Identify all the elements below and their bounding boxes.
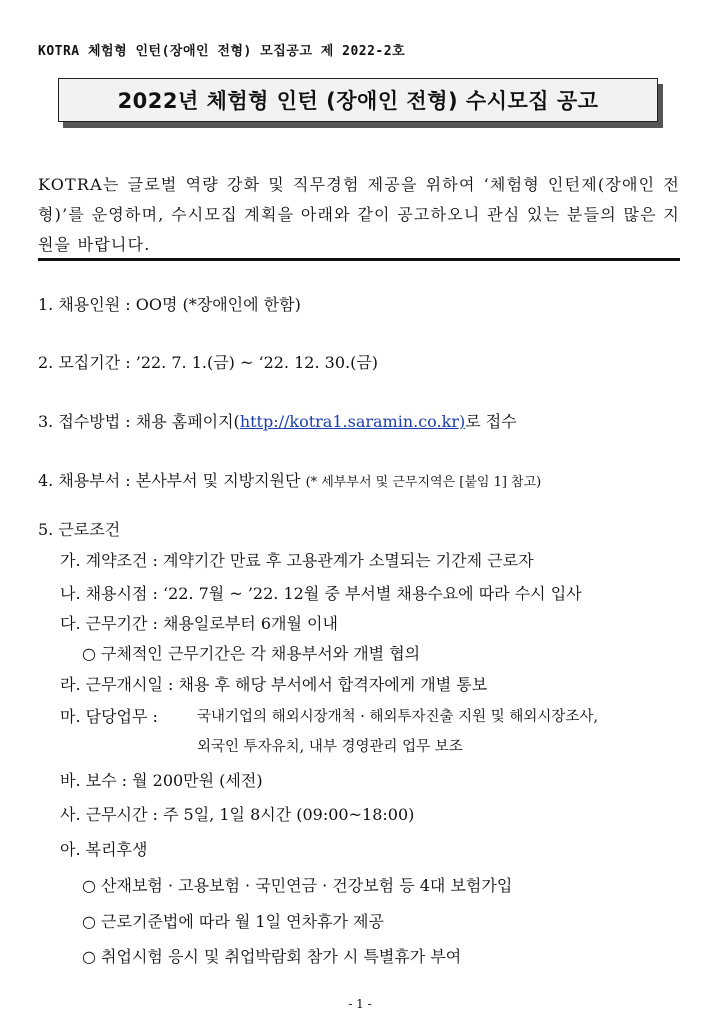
condition-hiring-time: 나. 채용시점 : ‘22. 7월 ~ ’22. 12월 중 부서별 채용수요에 따라 수시 입사 bbox=[60, 584, 582, 603]
condition-start-date: 라. 근무개시일 : 채용 후 해당 부서에서 합격자에게 개별 통보 bbox=[60, 675, 488, 694]
condition-duties-line1: 국내기업의 해외시장개척 · 해외투자진출 지원 및 해외시장조사, bbox=[197, 709, 599, 725]
welfare-special-leave: ○ 취업시험 응시 및 취업박람회 참가 시 특별휴가 부여 bbox=[82, 947, 462, 966]
intro-paragraph: KOTRA는 글로벌 역량 강화 및 직무경험 제공을 위하여 ‘체험형 인턴제(장애인 전형)’를 운영하며, 수시모집 계획을 아래와 같이 공고하오니 관심 있는 분들의 많은 지원을 바랍니다. bbox=[38, 175, 680, 254]
condition-work-hours: 사. 근무시간 : 주 5일, 1일 8시간 (09:00~18:00) bbox=[60, 805, 415, 824]
welfare-annual-leave: ○ 근로기준법에 따라 월 1일 연차휴가 제공 bbox=[82, 912, 384, 931]
condition-work-period-note: ○ 구체적인 근무기간은 각 채용부서와 개별 협의 bbox=[82, 644, 421, 663]
section-divider bbox=[38, 258, 680, 261]
recruitment-homepage-link[interactable]: http://kotra1.saramin.co.kr) bbox=[239, 412, 466, 431]
item-department-note: (* 세부부서 및 근무지역은 [붙임 1] 참고) bbox=[305, 475, 542, 490]
condition-duties-label: 마. 담당업무 : bbox=[60, 707, 158, 726]
item-method-suffix: 로 접수 bbox=[465, 412, 517, 431]
condition-salary: 바. 보수 : 월 200만원 (세전) bbox=[60, 771, 263, 790]
item-method bbox=[38, 409, 517, 432]
item-department-main: 4. 채용부서 : 본사부서 및 지방지원단 bbox=[38, 471, 301, 490]
document-number: KOTRA 체험형 인턴(장애인 전형) 모집공고 제 2022-2호 bbox=[38, 44, 406, 59]
page-number: - 1 - bbox=[348, 997, 372, 1011]
condition-duties-line2: 외국인 투자유치, 내부 경영관리 업무 보조 bbox=[197, 739, 463, 755]
welfare-insurance: ○ 산재보험 · 고용보험 · 국민연금 · 건강보험 등 4대 보험가입 bbox=[82, 876, 513, 895]
item-department bbox=[38, 468, 541, 491]
item-method-prefix: 3. 접수방법 : 채용 홈페이지( bbox=[38, 412, 240, 431]
item-headcount: 1. 채용인원 : OO명 (*장애인에 한함) bbox=[38, 295, 301, 314]
page-title: 2022년 체험형 인턴 (장애인 전형) 수시모집 공고 bbox=[117, 89, 599, 113]
condition-contract: 가. 계약조건 : 계약기간 만료 후 고용관계가 소멸되는 기간제 근로자 bbox=[60, 551, 534, 570]
condition-welfare-heading: 아. 복리후생 bbox=[60, 840, 148, 859]
item-conditions-heading: 5. 근로조건 bbox=[38, 520, 121, 539]
title-box bbox=[58, 78, 658, 122]
condition-work-period: 다. 근무기간 : 채용일로부터 6개월 이내 bbox=[60, 614, 338, 633]
item-period: 2. 모집기간 : ’22. 7. 1.(금) ~ ‘22. 12. 30.(금) bbox=[38, 353, 379, 372]
